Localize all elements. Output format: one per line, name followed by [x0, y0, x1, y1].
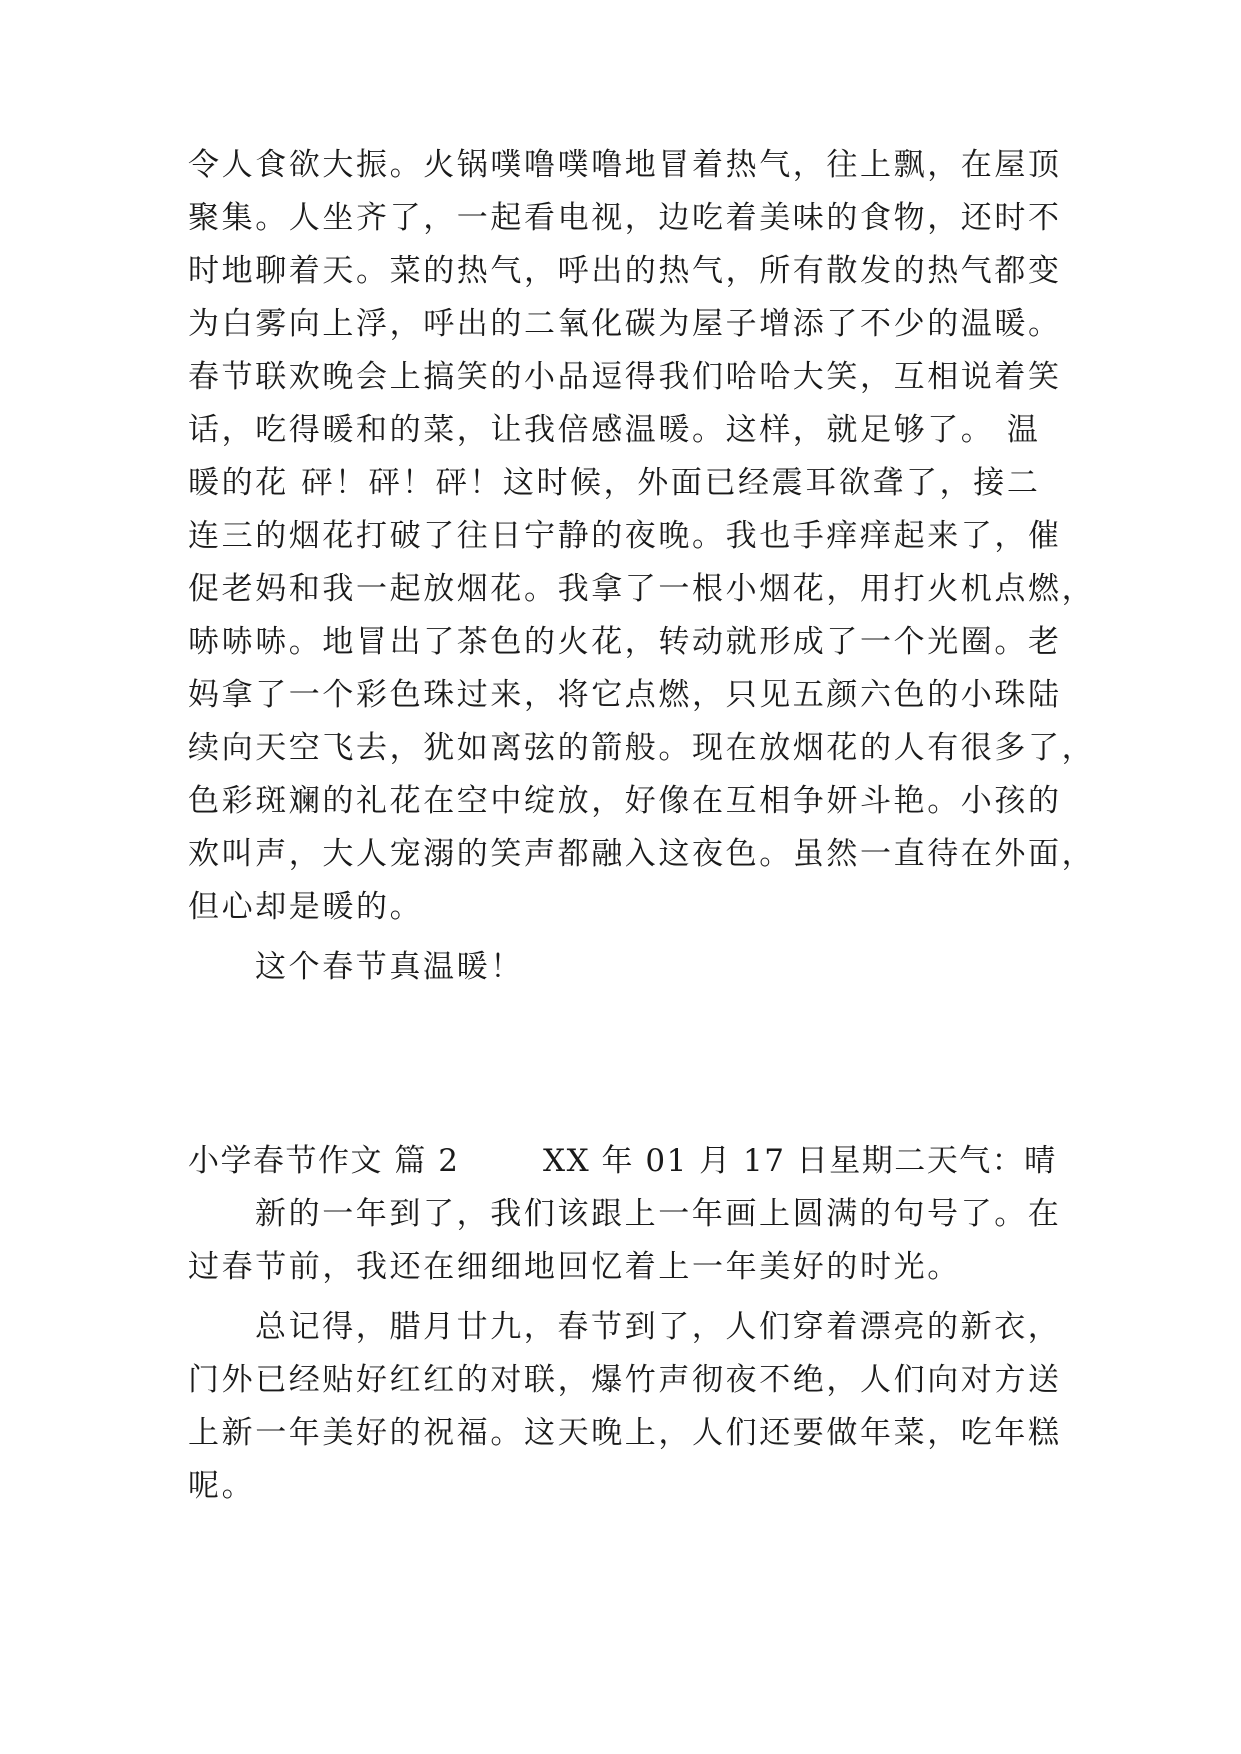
article2-title: 小学春节作文 篇 2	[188, 1143, 460, 1179]
text-line: 为白雾向上浮，呼出的二氧化碳为屋子增添了不少的温暖。	[188, 306, 1062, 342]
text-line: 连三的烟花打破了往日宁静的夜晚。我也手痒痒起来了，催	[188, 518, 1062, 554]
text-line: 时地聊着天。菜的热气，呼出的热气，所有散发的热气都变	[188, 253, 1062, 289]
text-line: 上新一年美好的祝福。这天晚上，人们还要做年菜，吃年糕	[188, 1415, 1062, 1451]
text-line: 话，吃得暖和的菜，让我倍感温暖。这样，就足够了。 温	[188, 412, 1041, 448]
text-line: 总记得，腊月廿九，春节到了，人们穿着漂亮的新衣，	[255, 1309, 1062, 1345]
text-line: 但心却是暖的。	[188, 889, 424, 925]
text-line: 令人食欲大振。火锅噗噜噗噜地冒着热气，往上飘，在屋顶	[188, 147, 1062, 183]
text-line: 续向天空飞去，犹如离弦的箭般。现在放烟花的人有很多了，	[188, 730, 1096, 766]
text-line: 呢。	[188, 1468, 256, 1504]
text-line: 春节联欢晚会上搞笑的小品逗得我们哈哈大笑，互相说着笑	[188, 359, 1062, 395]
text-line: 新的一年到了，我们该跟上一年画上圆满的句号了。在	[255, 1196, 1062, 1232]
text-line: 妈拿了一个彩色珠过来，将它点燃，只见五颜六色的小珠陆	[188, 677, 1062, 713]
text-line: 色彩斑斓的礼花在空中绽放，好像在互相争妍斗艳。小孩的	[188, 783, 1062, 819]
article2-date-weather: XX 年 01 月 17 日星期二天气：晴	[543, 1143, 1057, 1179]
text-line: 哧哧哧。地冒出了茶色的火花，转动就形成了一个光圈。老	[188, 624, 1062, 660]
text-line: 过春节前，我还在细细地回忆着上一年美好的时光。	[188, 1249, 961, 1285]
text-line: 欢叫声，大人宠溺的笑声都融入这夜色。虽然一直待在外面，	[188, 836, 1096, 872]
article1-ending: 这个春节真温暖！	[255, 949, 524, 985]
text-line: 暖的花 砰！砰！砰！这时候，外面已经震耳欲聋了，接二	[188, 465, 1041, 501]
text-line: 门外已经贴好红红的对联，爆竹声彻夜不绝，人们向对方送	[188, 1362, 1062, 1398]
text-line: 促老妈和我一起放烟花。我拿了一根小烟花，用打火机点燃，	[188, 571, 1096, 607]
text-line: 聚集。人坐齐了，一起看电视，边吃着美味的食物，还时不	[188, 200, 1062, 236]
